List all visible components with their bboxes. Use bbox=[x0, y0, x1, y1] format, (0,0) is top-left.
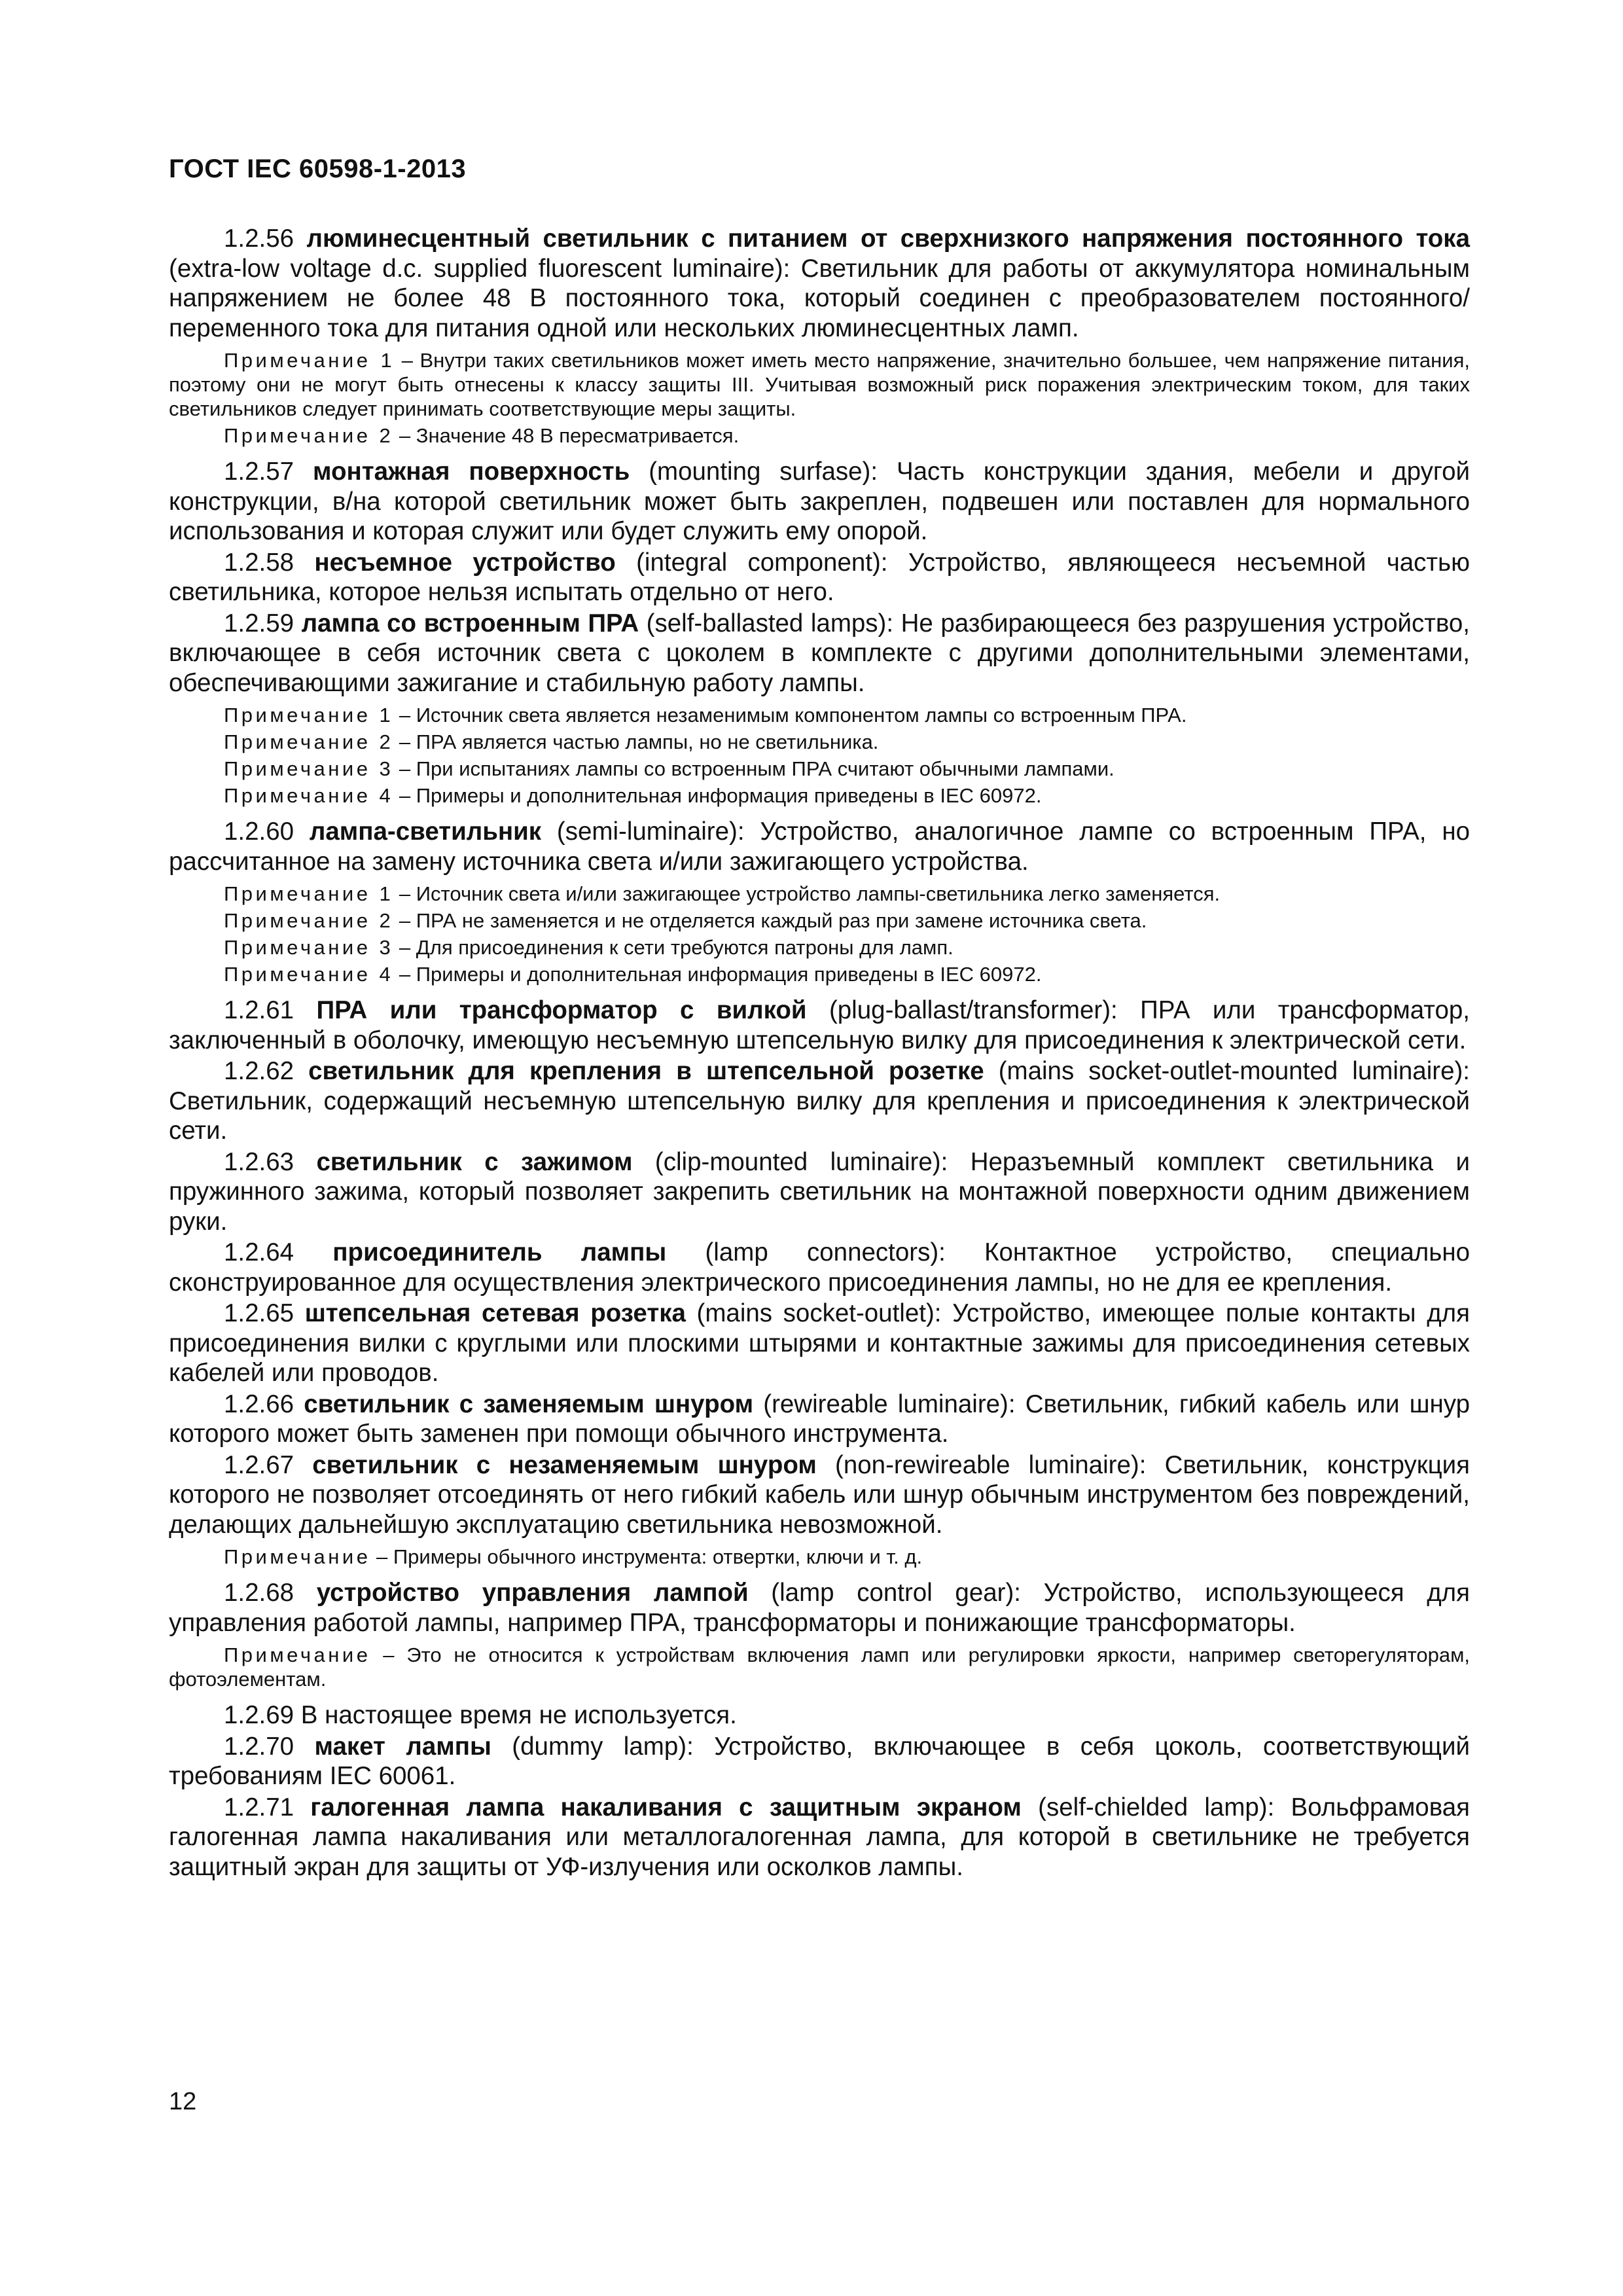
note-text: – Для присоединения к сети требуются патроны для ламп. bbox=[393, 936, 954, 959]
note-label: Примечание bbox=[224, 1643, 371, 1666]
note-text: – Источник света является незаменимым компонентом лампы со встроенным ПРА. bbox=[393, 704, 1187, 726]
definition-paragraph bbox=[169, 817, 1470, 876]
note bbox=[169, 962, 1470, 986]
definition-text: (self-chielded lamp): Вольфрамовая галогенная лампа накаливания или металлогалогенная лампа, для которой в светильнике не требуется защитный экран для защиты от УФ-излучения или осколков лампы. bbox=[169, 1793, 1470, 1881]
definition-text: В настоящее время не используется. bbox=[300, 1701, 737, 1729]
notes-group bbox=[169, 703, 1470, 808]
definition-paragraph bbox=[169, 609, 1470, 698]
definition-text: (rewireable luminaire): Светильник, гибкий кабель или шнур которого может быть заменен при помощи обычного инструмента. bbox=[169, 1390, 1471, 1448]
note bbox=[169, 423, 1470, 448]
clause-number: 1.2.63 bbox=[224, 1147, 294, 1176]
definition-text: (mounting surfase): Часть конструкции здания, мебели и другой конструкции, в/на которой светильник может быть закреплен, подвешен или поставлен для нормального использования и которая служит или будет служить ему опорой. bbox=[169, 457, 1470, 545]
definition-text: (plug-ballast/transformer): ПРА или трансформатор, заключенный в оболочку, имеющую несъемную штепсельную вилку для присоединения к электрической сети. bbox=[169, 996, 1470, 1054]
note bbox=[169, 348, 1470, 421]
defined-term: светильник с незаменяемым шнуром bbox=[312, 1450, 817, 1479]
defined-term: светильник с заменяемым шнуром bbox=[304, 1390, 754, 1418]
clause-number: 1.2.58 bbox=[224, 548, 294, 577]
clause-number: 1.2.61 bbox=[224, 996, 294, 1024]
clause-number: 1.2.56 bbox=[224, 224, 294, 253]
clause-number: 1.2.67 bbox=[224, 1450, 294, 1479]
definition-text: (clip-mounted luminaire): Неразъемный комплект светильника и пружинного зажима, который позволяет закрепить светильник на монтажной поверхности одним движением руки. bbox=[169, 1147, 1470, 1236]
defined-term: люминесцентный светильник с питанием от сверхнизкого напряжения постоянного тока bbox=[306, 224, 1470, 253]
note bbox=[169, 882, 1470, 906]
note-label: Примечание 2 bbox=[224, 424, 394, 447]
defined-term: несъемное устройство bbox=[314, 548, 616, 577]
defined-term: лампа со встроенным ПРА bbox=[301, 609, 639, 637]
note bbox=[169, 757, 1470, 781]
note-label: Примечание 4 bbox=[224, 784, 394, 807]
note bbox=[169, 783, 1470, 808]
defined-term: ПРА или трансформатор с вилкой bbox=[316, 996, 807, 1024]
definition-text: (semi-luminaire): Устройство, аналогичное лампе со встроенным ПРА, но рассчитанное на замену источника света и/или зажигающего устройства. bbox=[169, 817, 1470, 876]
definition-paragraph bbox=[169, 1578, 1470, 1638]
defined-term: светильник с зажимом bbox=[316, 1147, 633, 1176]
clause-number: 1.2.64 bbox=[224, 1238, 294, 1266]
definition-paragraph bbox=[169, 1238, 1470, 1297]
note-text: – Примеры и дополнительная информация приведены в IEC 60972. bbox=[393, 963, 1042, 986]
notes-group bbox=[169, 1643, 1470, 1691]
clause-number: 1.2.69 bbox=[224, 1701, 294, 1729]
note bbox=[169, 1545, 1470, 1569]
notes-group bbox=[169, 882, 1470, 986]
note-text: – Примеры обычного инструмента: отвертки, ключи и т. д. bbox=[370, 1545, 923, 1568]
note-label: Примечание 4 bbox=[224, 963, 394, 986]
definition-paragraph bbox=[169, 1056, 1470, 1146]
definition-text: (non-rewireable luminaire): Светильник, конструкция которого не позволяет отсоединять от него гибкий кабель или шнур обычным инструментом без повреждений, делающих дальнейшую эксплуатацию светильника невозможной. bbox=[169, 1450, 1470, 1539]
defined-term: штепсельная сетевая розетка bbox=[304, 1299, 686, 1327]
clause-number: 1.2.71 bbox=[224, 1793, 294, 1821]
definition-text: (lamp connectors): Контактное устройство, специально сконструированное для осуществления электрического присоединения лампы, но не для ее крепления. bbox=[169, 1238, 1470, 1297]
note bbox=[169, 730, 1470, 754]
document-body bbox=[169, 224, 1470, 1883]
notes-group bbox=[169, 1545, 1470, 1569]
definition-paragraph bbox=[169, 1700, 1470, 1731]
note-text: – Значение 48 В пересматривается. bbox=[393, 424, 740, 447]
clause-number: 1.2.62 bbox=[224, 1057, 294, 1085]
defined-term: лампа-светильник bbox=[309, 817, 542, 846]
definition-paragraph bbox=[169, 224, 1470, 343]
clause-number: 1.2.57 bbox=[224, 457, 294, 486]
definition-paragraph bbox=[169, 1450, 1470, 1540]
note bbox=[169, 703, 1470, 727]
defined-term: присоединитель лампы bbox=[332, 1238, 667, 1266]
note-label: Примечание 3 bbox=[224, 757, 394, 780]
defined-term: монтажная поверхность bbox=[312, 457, 630, 486]
defined-term: светильник для крепления в штепсельной розетке bbox=[308, 1057, 984, 1085]
definition-text: (dummy lamp): Устройство, включающее в себя цоколь, соответствующий требованиям IEC 60061. bbox=[169, 1732, 1470, 1790]
note-text: – Источник света и/или зажигающее устройство лампы-светильника легко заменяется. bbox=[393, 882, 1221, 905]
definition-text: (mains socket-outlet-mounted luminaire): Светильник, содержащий несъемную штепсельную вилку для крепления и присоединения к электрической сети. bbox=[169, 1057, 1470, 1145]
note bbox=[169, 935, 1470, 960]
note bbox=[169, 908, 1470, 933]
note-label: Примечание 3 bbox=[224, 936, 394, 959]
note-text: – ПРА является частью лампы, но не светильника. bbox=[393, 730, 879, 753]
definition-text: (lamp control gear): Устройство, использующееся для управления работой лампы, например ПРА, трансформаторы и понижающие трансформаторы. bbox=[169, 1579, 1470, 1637]
note bbox=[169, 1643, 1470, 1691]
defined-term: галогенная лампа накаливания с защитным экраном bbox=[310, 1793, 1022, 1821]
definition-text: (self-ballasted lamps): Не разбирающееся без разрушения устройство, включающее в себя источник света с цоколем в комплекте с другими дополнительными элементами, обеспечивающими зажигание и стабильную работу лампы. bbox=[169, 609, 1470, 697]
page-number: 12 bbox=[169, 2088, 197, 2115]
definition-text: (integral component): Устройство, являющееся несъемной частью светильника, которое нельзя испытать отдельно от него. bbox=[169, 548, 1470, 606]
note-label: Примечание bbox=[224, 1545, 371, 1568]
definition-paragraph bbox=[169, 457, 1470, 547]
clause-number: 1.2.68 bbox=[224, 1579, 294, 1607]
note-text: – Примеры и дополнительная информация приведены в IEC 60972. bbox=[393, 784, 1042, 807]
definition-text: (mains socket-outlet): Устройство, имеющее полые контакты для присоединения вилки с круглыми или плоскими штырями и контактные зажимы для присоединения сетевых кабелей или проводов. bbox=[169, 1299, 1470, 1387]
definition-paragraph bbox=[169, 1299, 1470, 1388]
note-label: Примечание 1 bbox=[224, 882, 394, 905]
definition-paragraph bbox=[169, 548, 1470, 607]
definition-paragraph bbox=[169, 1793, 1470, 1882]
note-label: Примечание 1 bbox=[224, 349, 395, 372]
notes-group bbox=[169, 348, 1470, 448]
note-text: – ПРА не заменяется и не отделяется каждый раз при замене источника света. bbox=[393, 909, 1147, 932]
defined-term: устройство управления лампой bbox=[316, 1579, 749, 1607]
clause-number: 1.2.59 bbox=[224, 609, 294, 637]
note-label: Примечание 2 bbox=[224, 730, 394, 753]
definition-paragraph bbox=[169, 996, 1470, 1055]
definition-paragraph bbox=[169, 1147, 1470, 1237]
definition-paragraph bbox=[169, 1390, 1470, 1449]
page-header-doc-id: ГОСТ IEC 60598-1-2013 bbox=[169, 154, 467, 183]
note-text: – При испытаниях лампы со встроенным ПРА считают обычными лампами. bbox=[393, 757, 1115, 780]
definition-text: (extra-low voltage d.c. supplied fluorescent luminaire): Светильник для работы от аккумулятора номинальным напряжением не более 48 В постоянного тока, который соединен с преобразователем постоянного/переменного тока для питания одной или нескольких люминесцентных ламп. bbox=[169, 254, 1470, 342]
note-text: – Это не относится к устройствам включения ламп или регулировки яркости, например светорегуляторам, фотоэлементам. bbox=[169, 1643, 1470, 1691]
clause-number: 1.2.66 bbox=[224, 1390, 294, 1418]
note-text: – Внутри таких светильников может иметь место напряжение, значительно большее, чем напряжение питания, поэтому они не могут быть отнесены к классу защиты III. Учитывая возможный риск поражения электрическим током, для таких светильников следует принимать соответствующие меры защиты. bbox=[169, 349, 1470, 420]
clause-number: 1.2.60 bbox=[224, 817, 294, 846]
note-label: Примечание 1 bbox=[224, 704, 394, 726]
definition-paragraph bbox=[169, 1732, 1470, 1791]
defined-term: макет лампы bbox=[314, 1732, 491, 1761]
clause-number: 1.2.70 bbox=[224, 1732, 294, 1761]
clause-number: 1.2.65 bbox=[224, 1299, 294, 1327]
note-label: Примечание 2 bbox=[224, 909, 394, 932]
